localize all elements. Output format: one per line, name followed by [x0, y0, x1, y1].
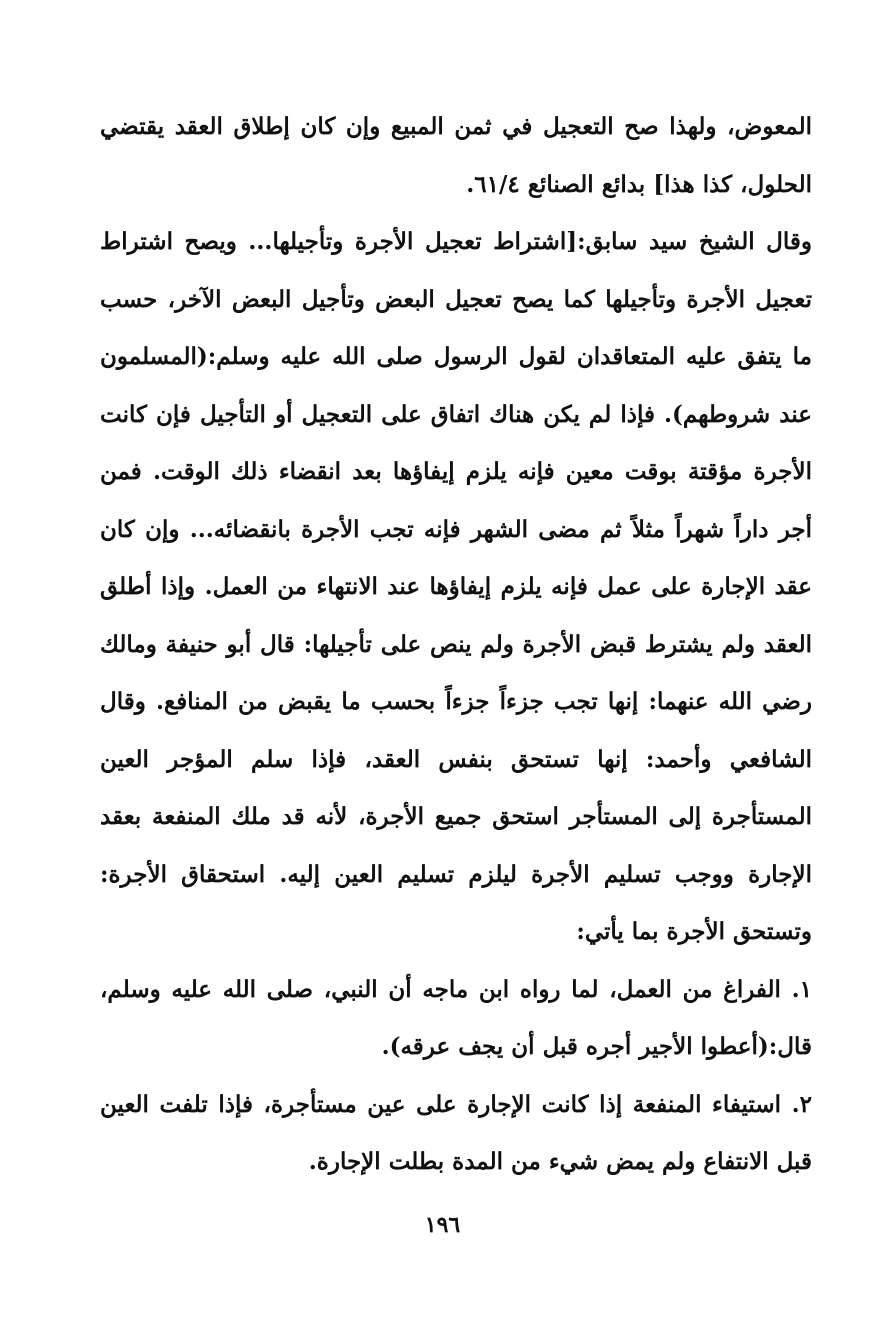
- paragraph-sayyid-sabiq-quote: وقال الشيخ سيد سابق:[اشتراط تعجيل الأجرة وتأجيلها... ويصح اشتراط تعجيل الأجرة وتأجيلها كما يصح تعجيل البعض وتأجيل البعض الآخر، حسب ما يتفق عليه المتعاقدان لقول الرسول صلى الله عليه وسلم:(المسلمون عند شروطهم). فإذا لم يكن هناك اتفاق على التعجيل أو التأجيل فإن كانت الأجرة مؤقتة بوقت معين فإنه يلزم إيفاؤها بعد انقضاء ذلك الوقت. فمن أجر داراً شهراً مثلاً ثم مضى الشهر فإنه تجب الأجرة بانقضائه... وإن كان عقد الإجارة على عمل فإنه يلزم إيفاؤها عند الانتهاء من العمل. وإذا أطلق العقد ولم يشترط قبض الأجرة ولم ينص على تأجيلها: قال أبو حنيفة ومالك رضي الله عنهما: إنها تجب جزءاً جزءاً بحسب ما يقبض من المنافع. وقال الشافعي وأحمد: إنها تستحق بنفس العقد، فإذا سلم المؤجر العين المستأجرة إلى المستأجر استحق جميع الأجرة، لأنه قد ملك المنفعة بعقد الإجارة ووجب تسليم الأجرة ليلزم تسليم العين إليه. استحقاق الأجرة: وتستحق الأجرة بما يأتي:: [100, 228, 812, 945]
- page-number: ١٩٦: [424, 1212, 461, 1238]
- paragraph-badai-quote: المعوض، ولهذا صح التعجيل في ثمن المبيع وإن كان إطلاق العقد يقتضي الحلول، كذا هذا] بدائع الصنائع ٦١/٤.: [100, 113, 812, 198]
- list-item-2: ٢. استيفاء المنفعة إذا كانت الإجارة على عين مستأجرة، فإذا تلفت العين قبل الانتفاع ولم يمض شيء من المدة بطلت الإجارة.: [100, 1090, 812, 1175]
- body-text: [100, 98, 812, 1191]
- list-item-1: ١. الفراغ من العمل، لما رواه ابن ماجه أن النبي، صلى الله عليه وسلم، قال:(أعطوا الأجير أجره قبل أن يجف عرقه).: [100, 975, 812, 1060]
